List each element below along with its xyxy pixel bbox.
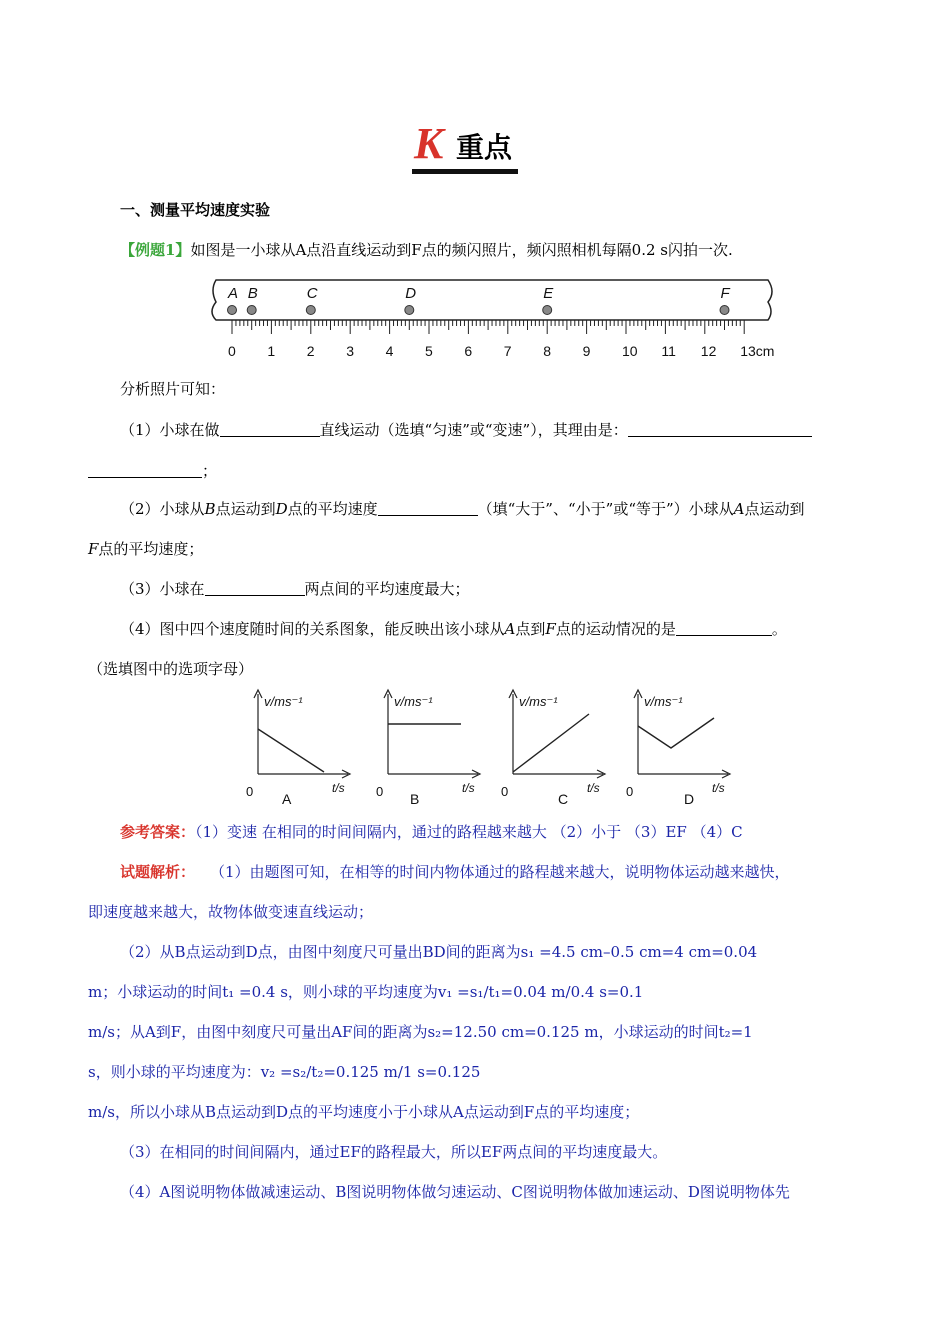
analysis-line-8: （4）A图说明物体做减速运动、B图说明物体做匀速运动、C图说明物体做加速运动、D图说明物体先 — [120, 1183, 790, 1201]
y-axis-label: v/ms⁻¹ — [519, 694, 558, 709]
question-1-cont — [88, 460, 217, 481]
ruler-number: 10 — [622, 343, 638, 359]
question-3 — [120, 578, 470, 599]
graph-panel-D — [616, 684, 734, 802]
ball-A — [228, 306, 237, 315]
q1-blank-3[interactable] — [88, 463, 202, 478]
answer-line — [120, 821, 743, 842]
analysis-line-5: s，则小球的平均速度为：v₂ =s₂/t₂=0.125 m/1 s=0.125 — [88, 1063, 481, 1081]
graph-panel-B — [366, 684, 484, 802]
x-axis-label: t/s — [587, 781, 600, 795]
x-axis-label: t/s — [712, 781, 725, 795]
q1-text-b: 直线运动（选填“匀速”或“变速”），其理由是： — [319, 421, 628, 439]
ball-label: F — [720, 285, 730, 302]
q1-blank-2[interactable] — [628, 422, 812, 437]
origin-label: 0 — [376, 784, 384, 799]
answer-label: 参考答案： — [120, 823, 196, 841]
ruler-number: 4 — [385, 343, 394, 359]
analysis-line-7: （3）在相同的时间间隔内，通过EF的路程最大，所以EF两点间的平均速度最大。 — [120, 1143, 668, 1161]
question-2-cont — [88, 538, 203, 559]
analysis-line-0: （1）由题图可知，在相等的时间内物体通过的路程越来越大，说明物体运动越来越快， — [210, 863, 790, 881]
q2-point-d: D — [275, 500, 288, 518]
q4-text-f: 。 — [771, 620, 787, 638]
origin-label: 0 — [246, 784, 254, 799]
ball-B — [247, 306, 256, 315]
header-title: 重点 — [456, 131, 513, 164]
header-letter: K — [414, 119, 444, 168]
vt-graphs — [236, 684, 736, 810]
ruler-number: 9 — [582, 343, 591, 359]
q1-text-c: ； — [202, 462, 218, 480]
q3-text-a: （3）小球在 — [120, 580, 205, 598]
graph-panel-A — [236, 684, 354, 802]
question-1 — [120, 419, 812, 440]
q2-text-a: （2）小球从 — [120, 500, 205, 518]
graph-letter-D: D — [684, 791, 695, 807]
graph-letter-B: B — [410, 791, 420, 807]
ruler-body — [212, 280, 772, 320]
header-underline — [412, 169, 518, 174]
y-axis-label: v/ms⁻¹ — [644, 694, 683, 709]
q2-text-f: （填“大于”、“小于”或“等于”）小球从 — [477, 500, 734, 518]
ruler-numbers — [228, 343, 774, 359]
ball-D — [405, 306, 414, 315]
ball-label: B — [247, 285, 258, 302]
ball-E — [543, 306, 552, 315]
ruler-number: 7 — [503, 343, 512, 359]
ball-C — [306, 306, 315, 315]
example-tag: 【例题1】 — [120, 241, 191, 259]
q4-text-c: 点到 — [515, 620, 546, 638]
q1-text-a: （1）小球在做 — [120, 421, 220, 439]
ruler-number: 5 — [425, 343, 433, 359]
ruler-number: 6 — [464, 343, 473, 359]
y-axis-label: v/ms⁻¹ — [264, 694, 303, 709]
q2-text-e: 点的平均速度 — [287, 500, 378, 518]
analysis-line-4: m/s；从A到F，由图中刻度尺可量出AF间的距离为s₂=12.50 cm=0.125 m，小球运动的时间t₂=1 — [88, 1023, 753, 1041]
q2-text-c: 点运动到 — [215, 500, 276, 518]
y-axis-label: v/ms⁻¹ — [394, 694, 433, 709]
analysis-line-3: m；小球运动的时间t₁ =0.4 s，则小球的平均速度为v₁ =s₁/t₁=0.04 m/0.4 s=0.1 — [88, 983, 644, 1001]
ruler-number: 2 — [306, 343, 315, 359]
section-heading: 一、测量平均速度实验 — [120, 201, 271, 219]
origin-label: 0 — [626, 784, 634, 799]
ruler-number: 3 — [346, 343, 354, 359]
ball-label: A — [228, 285, 239, 302]
q2-text-h: 点运动到 — [744, 500, 805, 518]
q4-text-a: （4）图中四个速度随时间的关系图象，能反映出该小球从 — [120, 620, 505, 638]
x-axis-label: t/s — [462, 781, 475, 795]
q2-point-b: B — [204, 500, 216, 518]
ball-label: C — [306, 285, 318, 302]
question-2 — [120, 498, 805, 519]
origin-label: 0 — [501, 784, 509, 799]
question-4 — [120, 618, 787, 639]
x-axis-label: t/s — [332, 781, 345, 795]
analysis-line-6: m/s，所以小球从B点运动到D点的平均速度小于小球从A点运动到F点的平均速度； — [88, 1103, 640, 1121]
q4-blank[interactable] — [676, 621, 772, 636]
ball-label: E — [543, 285, 554, 302]
ruler-number: 0 — [228, 343, 236, 359]
ruler-number: 12 — [700, 343, 717, 359]
graph-letter-C: C — [558, 791, 569, 807]
ruler-number: 13cm — [740, 343, 775, 359]
q2-point-a: A — [733, 500, 745, 518]
q4-point-f: F — [545, 620, 556, 638]
example-line — [120, 239, 733, 260]
graph-panel-C — [491, 684, 609, 802]
page-header — [412, 119, 520, 174]
ruler-number: 11 — [661, 343, 676, 359]
analysis-label: 试题解析： — [120, 863, 196, 881]
ruler-number: 8 — [543, 343, 551, 359]
ball-F — [720, 306, 729, 315]
answer-text: （1）变速 在相同的时间间隔内，通过的路程越来越大 （2）小于 （3）EF （4）C — [195, 823, 743, 841]
analysis-intro: 分析照片可知： — [120, 380, 226, 398]
q2-blank[interactable] — [378, 501, 478, 516]
analysis-line-1: 即速度越来越大，故物体做变速直线运动； — [88, 903, 374, 921]
q3-text-b: 两点间的平均速度最大； — [304, 580, 470, 598]
q4-text-e: 点的运动情况的是 — [555, 620, 676, 638]
q3-blank[interactable] — [205, 581, 305, 596]
ruler-number: 1 — [267, 343, 276, 359]
ruler-figure — [208, 272, 778, 364]
graph-letter-A: A — [282, 791, 292, 807]
q2-text-j: 点的平均速度； — [98, 540, 204, 558]
q4-point-a: A — [504, 620, 516, 638]
q1-blank-1[interactable] — [220, 422, 320, 437]
analysis-line-2: （2）从B点运动到D点，由图中刻度尺可量出BD间的距离为s₁ =4.5 cm–0.5 cm=4 cm=0.04 — [120, 943, 758, 961]
question-4-note: （选填图中的选项字母） — [88, 660, 254, 678]
ball-label: D — [405, 285, 417, 302]
ruler-ticks — [232, 320, 744, 334]
q2-point-f: F — [88, 540, 99, 558]
example-text: 如图是一小球从A点沿直线运动到F点的频闪照片，频闪照相机每隔0.2 s闪拍一次. — [190, 241, 733, 259]
